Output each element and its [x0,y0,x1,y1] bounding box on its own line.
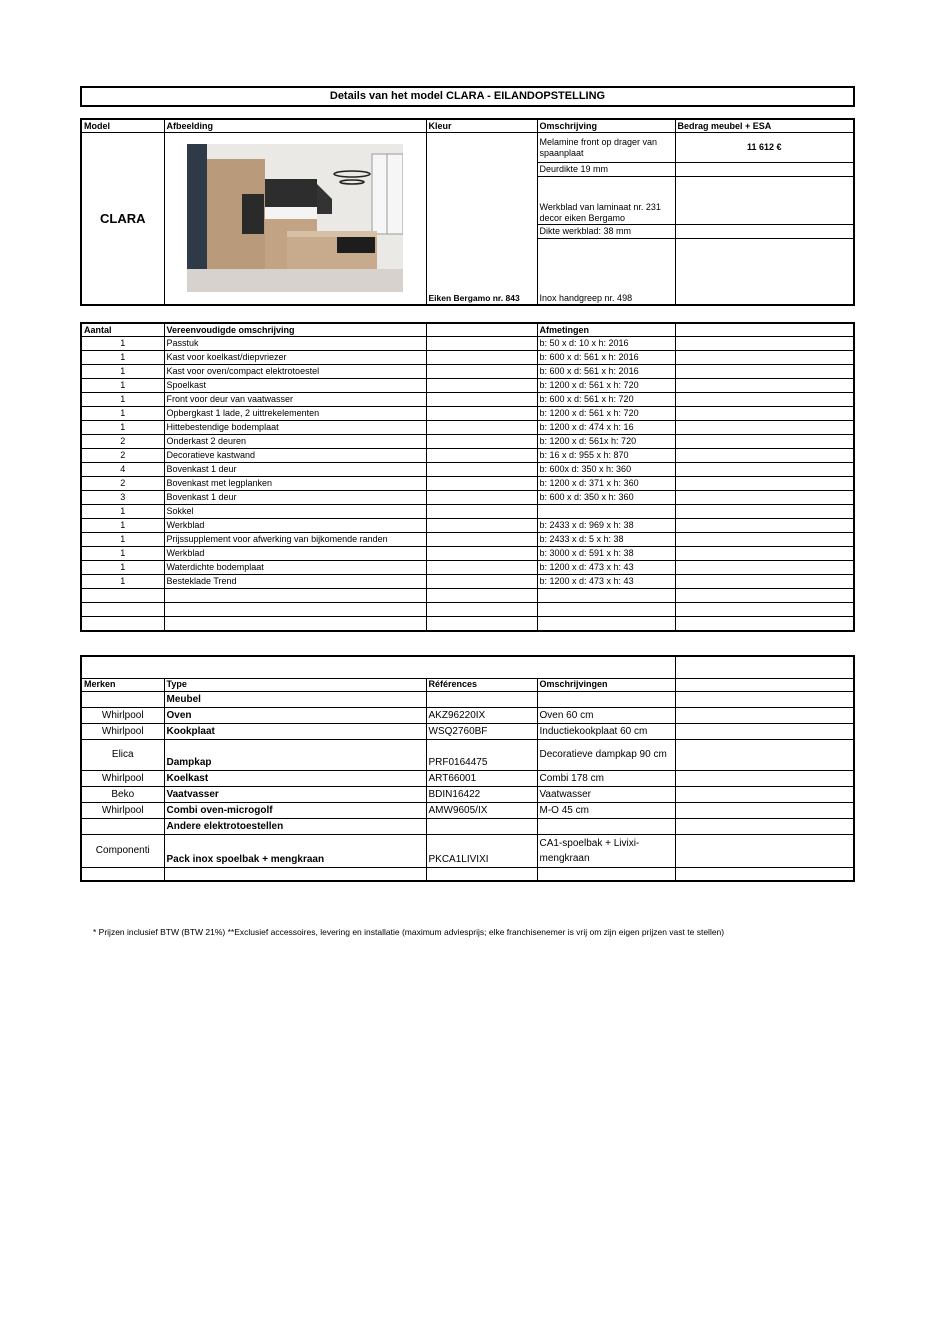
header-model: Model [81,119,164,133]
cell-merk: Componenti [81,834,164,867]
cell-ref: AMW9605/IX [426,802,537,818]
table-row [81,435,854,449]
bedrag-value: 11 612 € [675,133,854,163]
table-row [81,575,854,589]
cell-ref [426,818,537,834]
cell-merk: Beko [81,786,164,802]
cell-aantal: 1 [81,351,164,365]
model-table [80,118,855,306]
table-row [81,379,854,393]
cell-ref: WSQ2760BF [426,723,537,739]
table-row [81,818,854,834]
header-aantal: Aantal [81,323,164,337]
kitchen-photo [187,144,403,292]
omschrijving-3: Werkblad van laminaat nr. 231 decor eiken Bergamo [537,177,675,225]
cell-afmetingen: b: 1200 x d: 473 x h: 43 [537,575,675,589]
page-title: Details van het model CLARA - EILANDOPSTELLING [80,86,855,107]
cell-merk: Whirlpool [81,707,164,723]
cell-merk [81,818,164,834]
cell-omschrijving: Kast voor koelkast/diepvriezer [164,351,426,365]
cell-aantal: 1 [81,533,164,547]
table-row [81,802,854,818]
cell-omschrijving: Kast voor oven/compact elektrotoestel [164,365,426,379]
cell-type: Meubel [164,691,426,707]
omschrijving-5: Inox handgreep nr. 498 [537,239,675,305]
table-row [81,770,854,786]
cell-omschrijving [164,589,426,603]
cell-omschrijving: Passtuk [164,337,426,351]
cell-ref: PKCA1LIVIXI [426,834,537,867]
header-bedrag: Bedrag meubel + ESA [675,119,854,133]
cell-omschrijving: Spoelkast [164,379,426,393]
table-row [81,834,854,867]
cell-afmetingen: b: 600x d: 350 x h: 360 [537,463,675,477]
table-row [81,449,854,463]
cell-aantal: 1 [81,407,164,421]
cell-omschr: Oven 60 cm [537,707,675,723]
header-omschrijving: Omschrijving [537,119,675,133]
cell-type: Vaatvasser [164,786,426,802]
header-type: Type [164,678,426,691]
cell-aantal: 1 [81,547,164,561]
cell-aantal: 1 [81,379,164,393]
cell-afmetingen: b: 1200 x d: 473 x h: 43 [537,561,675,575]
cell-ref: AKZ96220IX [426,707,537,723]
cell-ref: PRF0164475 [426,739,537,770]
cell-omschr: CA1-spoelbak + Livixi-mengkraan [537,834,675,867]
cell-aantal: 1 [81,337,164,351]
table-row [81,477,854,491]
cell-type: Dampkap [164,739,426,770]
cell-merk [81,867,164,881]
cell-omschrijving: Onderkast 2 deuren [164,435,426,449]
cell-omschr: M-O 45 cm [537,802,675,818]
table-row [81,337,854,351]
cell-merk: Whirlpool [81,723,164,739]
cell-omschrijving: Bovenkast 1 deur [164,463,426,477]
cell-aantal: 3 [81,491,164,505]
table-row [81,519,854,533]
cell-omschrijving: Bovenkast 1 deur [164,491,426,505]
cell-afmetingen: b: 600 x d: 561 x h: 720 [537,393,675,407]
cell-omschrijving: Sokkel [164,505,426,519]
cell-omschrijving: Front voor deur van vaatwasser [164,393,426,407]
cell-aantal: 2 [81,435,164,449]
cell-merk: Elica [81,739,164,770]
table-row [81,463,854,477]
cell-omschr [537,867,675,881]
table-row [81,867,854,881]
cell-afmetingen: b: 1200 x d: 561 x h: 720 [537,407,675,421]
cell-omschr: Inductiekookplaat 60 cm [537,723,675,739]
cell-omschrijving: Decoratieve kastwand [164,449,426,463]
cell-omschr: Decoratieve dampkap 90 cm [537,739,675,770]
table-row [81,393,854,407]
cell-omschrijving: Opbergkast 1 lade, 2 uittrekelementen [164,407,426,421]
cell-afmetingen: b: 50 x d: 10 x h: 2016 [537,337,675,351]
cell-omschrijving [164,617,426,631]
header-afbeelding: Afbeelding [164,119,426,133]
kleur-value: Eiken Bergamo nr. 843 [426,133,537,305]
table-row [81,365,854,379]
cell-aantal: 4 [81,463,164,477]
cell-afmetingen [537,603,675,617]
cell-afmetingen [537,505,675,519]
omschrijving-2: Deurdikte 19 mm [537,163,675,177]
cell-afmetingen: b: 600 x d: 561 x h: 2016 [537,351,675,365]
cell-aantal: 1 [81,561,164,575]
cell-afmetingen: b: 1200 x d: 371 x h: 360 [537,477,675,491]
cell-omschrijving: Besteklade Trend [164,575,426,589]
cell-omschrijving: Hittebestendige bodemplaat [164,421,426,435]
table-row [81,723,854,739]
cell-type [164,867,426,881]
cell-ref [426,691,537,707]
table-row [81,739,854,770]
table-row [81,603,854,617]
header-references: Références [426,678,537,691]
omschrijving-4: Dikte werkblad: 38 mm [537,225,675,239]
cell-afmetingen: b: 600 x d: 350 x h: 360 [537,491,675,505]
cell-afmetingen: b: 1200 x d: 561x h: 720 [537,435,675,449]
cell-omschr [537,818,675,834]
cell-ref: ART66001 [426,770,537,786]
cell-merk: Whirlpool [81,802,164,818]
table-row [81,547,854,561]
header-vereenvoudigde: Vereenvoudigde omschrijving [164,323,426,337]
cell-aantal: 1 [81,365,164,379]
cell-aantal [81,603,164,617]
cell-omschrijving: Werkblad [164,519,426,533]
cell-aantal: 2 [81,477,164,491]
cell-afmetingen: b: 1200 x d: 561 x h: 720 [537,379,675,393]
cell-afmetingen: b: 2433 x d: 969 x h: 38 [537,519,675,533]
cell-omschrijving: Werkblad [164,547,426,561]
cell-afmetingen [537,589,675,603]
cell-ref [426,867,537,881]
kitchen-illustration [187,144,403,292]
header-omschrijvingen: Omschrijvingen [537,678,675,691]
table-row [81,691,854,707]
image-cell [164,133,426,305]
cell-aantal [81,617,164,631]
cell-omschr: Vaatwasser [537,786,675,802]
cell-type: Pack inox spoelbak + mengkraan [164,834,426,867]
table-row [81,505,854,519]
appliances-table [80,655,855,882]
cell-aantal: 2 [81,449,164,463]
cell-omschrijving: Bovenkast met legplanken [164,477,426,491]
cell-aantal: 1 [81,575,164,589]
cell-ref: BDIN16422 [426,786,537,802]
footnote: * Prijzen inclusief BTW (BTW 21%) **Exclusief accessoires, levering en installatie (maximum adviesprijs; elke franchisenemer is vrij om zijn eigen prijzen vast te stellen) [93,927,725,937]
cell-aantal: 1 [81,421,164,435]
table-row [81,561,854,575]
items-table [80,322,855,632]
cell-aantal [81,589,164,603]
cell-omschrijving: Prijssupplement voor afwerking van bijkomende randen [164,533,426,547]
cell-type: Koelkast [164,770,426,786]
cell-type: Kookplaat [164,723,426,739]
cell-afmetingen: b: 2433 x d: 5 x h: 38 [537,533,675,547]
cell-merk: Whirlpool [81,770,164,786]
cell-type: Oven [164,707,426,723]
cell-aantal: 1 [81,519,164,533]
omschrijving-1: Melamine front op drager van spaanplaat [537,133,675,163]
model-name: CLARA [81,133,164,305]
cell-merk [81,691,164,707]
cell-aantal: 1 [81,393,164,407]
cell-omschr [537,691,675,707]
table-row [81,617,854,631]
cell-omschrijving [164,603,426,617]
cell-afmetingen: b: 1200 x d: 474 x h: 16 [537,421,675,435]
header-afmetingen: Afmetingen [537,323,675,337]
cell-aantal: 1 [81,505,164,519]
table-row [81,589,854,603]
table-row [81,421,854,435]
header-merken: Merken [81,678,164,691]
cell-afmetingen: b: 16 x d: 955 x h: 870 [537,449,675,463]
cell-afmetingen [537,617,675,631]
cell-afmetingen: b: 600 x d: 561 x h: 2016 [537,365,675,379]
table-row [81,533,854,547]
table-row [81,407,854,421]
table-row [81,351,854,365]
table-row [81,707,854,723]
cell-type: Andere elektrotoestellen [164,818,426,834]
cell-type: Combi oven-microgolf [164,802,426,818]
cell-afmetingen: b: 3000 x d: 591 x h: 38 [537,547,675,561]
cell-omschr: Combi 178 cm [537,770,675,786]
header-kleur: Kleur [426,119,537,133]
cell-omschrijving: Waterdichte bodemplaat [164,561,426,575]
table-row [81,786,854,802]
table-row [81,491,854,505]
